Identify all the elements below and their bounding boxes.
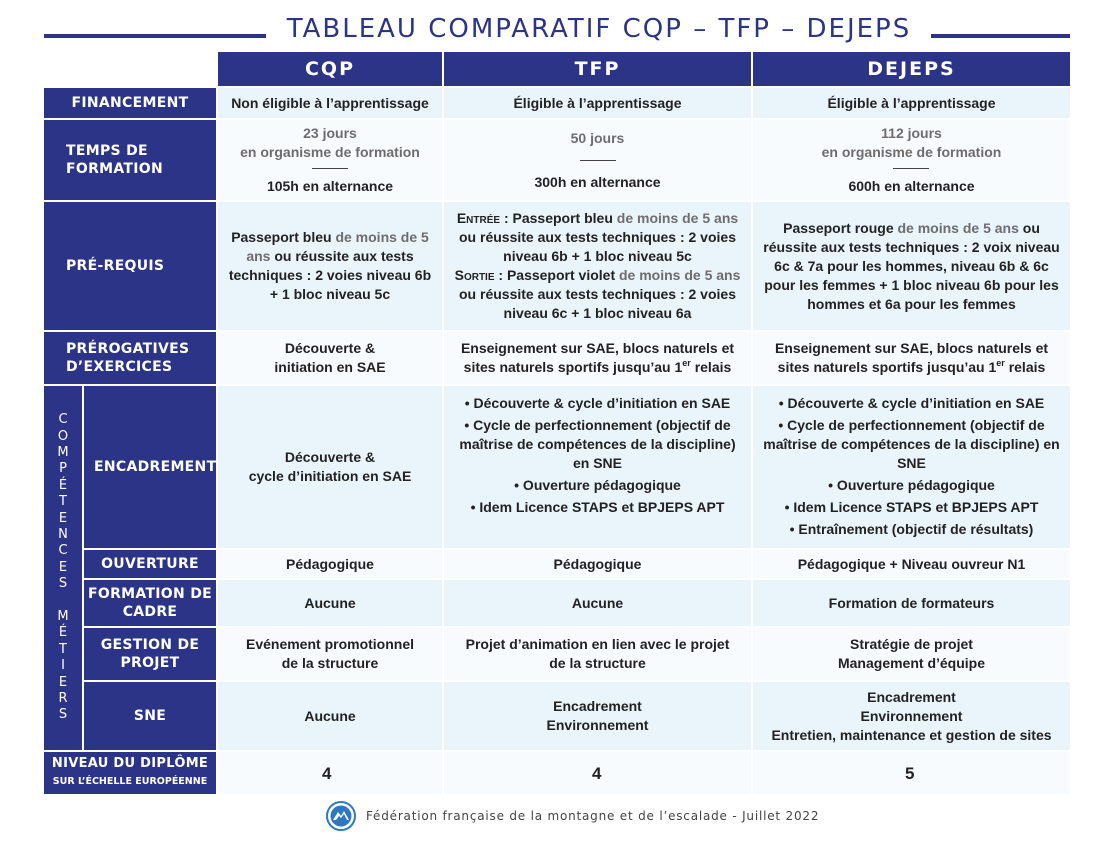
cell-formation-cadre-tfp: Aucune (444, 580, 751, 626)
row-header-prerequis: PRÉ-REQUIS (44, 202, 216, 330)
row-header-niveau: NIVEAU DU DIPLÔME SUR L’ÉCHELLE EUROPÉENNE (44, 752, 216, 794)
column-header-cqp: CQP (218, 52, 442, 86)
vertical-letter: O (57, 428, 69, 444)
vertical-letter: C (58, 543, 68, 559)
cell-niveau-cqp: 4 (218, 752, 442, 794)
cell-temps-cqp: 23 jours en organisme de formation 105h en alternance (218, 120, 442, 200)
vertical-letter: S (58, 576, 68, 592)
vertical-letter: P (59, 461, 67, 477)
vertical-letter: E (58, 674, 68, 690)
cell-gestion-projet-tfp: Projet d’animation en lien avec le projet de la structure (444, 628, 751, 680)
cell-financement-tfp: Éligible à l’apprentissage (444, 88, 751, 118)
competences-metiers-vertical-label (44, 386, 82, 750)
row-header-temps: TEMPS DE FORMATION (44, 120, 216, 200)
list-item: • Idem Licence STAPS et BPJEPS APT (470, 499, 725, 515)
vertical-letter: N (58, 527, 68, 543)
list-item: • Découverte & cycle d’initiation en SAE (464, 395, 731, 411)
cell-encadrement-tfp (444, 386, 751, 548)
cell-ouverture-tfp: Pédagogique (444, 550, 751, 578)
cell-sne-tfp: Encadrement Environnement (444, 682, 751, 750)
page-title: TABLEAU COMPARATIF CQP – TFP – DEJEPS (286, 14, 912, 44)
column-header-tfp: TFP (444, 52, 751, 86)
cell-gestion-projet-dejeps: Stratégie de projet Management d’équipe (753, 628, 1070, 680)
cell-sne-cqp: Aucune (218, 682, 442, 750)
cell-formation-cadre-dejeps: Formation de formateurs (753, 580, 1070, 626)
separator (580, 160, 616, 161)
vertical-letter: R (58, 690, 68, 706)
footer-text: Fédération française de la montagne et de l’escalade - Juillet 2022 (366, 809, 820, 823)
row-header-prerogatives: PRÉROGATIVES D’EXERCICES (44, 332, 216, 384)
cell-gestion-projet-cqp: Evénement promotionnel de la structure (218, 628, 442, 680)
title-bar (44, 14, 1070, 50)
separator (312, 168, 348, 169)
vertical-letter: C (58, 412, 68, 428)
cell-encadrement-dejeps (753, 386, 1070, 548)
row-header-sne: SNE (84, 682, 216, 750)
cell-prerequis-cqp: Passeport bleu de moins de 5 ans ou réussite aux tests techniques : 2 voies niveau 6b + 1 bloc niveau 5c (218, 202, 442, 330)
vertical-letter: É (58, 625, 68, 641)
row-header-formation-cadre: FORMATION DE CADRE (84, 580, 216, 626)
list-item: • Ouverture pédagogique (514, 477, 681, 493)
title-rule-right (931, 34, 1070, 38)
column-header-dejeps: DEJEPS (753, 52, 1070, 86)
vertical-letter: T (59, 641, 67, 657)
cell-sne-dejeps: Encadrement Environnement Entretien, maintenance et gestion de sites (753, 682, 1070, 750)
row-header-gestion-projet: GESTION DE PROJET (84, 628, 216, 680)
vertical-letter: T (59, 494, 67, 510)
cell-niveau-dejeps: 5 (753, 752, 1070, 794)
cell-encadrement-cqp: Découverte & cycle d’initiation en SAE (218, 386, 442, 548)
vertical-letter: E (58, 559, 68, 575)
vertical-letter: E (58, 510, 68, 526)
list-item: • Ouverture pédagogique (828, 477, 995, 493)
cell-ouverture-cqp: Pédagogique (218, 550, 442, 578)
vertical-letter: S (58, 707, 68, 723)
cell-financement-cqp: Non éligible à l’apprentissage (218, 88, 442, 118)
footer (326, 801, 819, 831)
list-item: • Cycle de perfectionnement (objectif de maîtrise de compétences de la discipline) en SNE (459, 417, 736, 471)
cell-prerequis-dejeps: Passeport rouge de moins de 5 ans ou réussite aux tests techniques : 2 voix niveau 6c & 7a pour les hommes, niveau 6b & 6c pour les femmes + 1 bloc niveau 6b pour les hommes et 6a pour les femmes (753, 202, 1070, 330)
list-item: • Cycle de perfectionnement (objectif de maîtrise de compétences de la discipline) en SNE (763, 417, 1060, 471)
cell-temps-tfp: 50 jours 300h en alternance (444, 120, 751, 200)
list-item: • Découverte & cycle d’initiation en SAE (778, 395, 1045, 411)
vertical-letter: M (57, 608, 69, 624)
cell-financement-dejeps: Éligible à l’apprentissage (753, 88, 1070, 118)
title-rule-left (44, 34, 266, 38)
cell-temps-dejeps: 112 jours en organisme de formation 600h en alternance (753, 120, 1070, 200)
vertical-letter: I (61, 658, 65, 674)
vertical-letter: M (57, 445, 69, 461)
cell-ouverture-dejeps: Pédagogique + Niveau ouvreur N1 (753, 550, 1070, 578)
vertical-letter: É (58, 477, 68, 493)
list-item: • Idem Licence STAPS et BPJEPS APT (784, 499, 1039, 515)
cell-niveau-tfp: 4 (444, 752, 751, 794)
row-header-financement: FINANCEMENT (44, 88, 216, 118)
separator (893, 168, 929, 169)
list-item: • Entraînement (objectif de résultats) (789, 521, 1034, 537)
row-header-ouverture: OUVERTURE (84, 550, 216, 578)
row-header-encadrement: ENCADREMENT (84, 386, 216, 548)
cell-formation-cadre-cqp: Aucune (218, 580, 442, 626)
cell-prerequis-tfp: Entrée : Passeport bleu de moins de 5 ans ou réussite aux tests techniques : 2 voies niveau 6b + 1 bloc niveau 5c Sortie : Passeport violet de moins de 5 ans ou réussite aux tests techniques : 2 voies niveau 6c + 1 bloc niveau 6a (444, 202, 751, 330)
cell-prerogatives-cqp: Découverte & initiation en SAE (218, 332, 442, 384)
cell-prerogatives-tfp: Enseignement sur SAE, blocs naturels et sites naturels sportifs jusqu’au 1er relais (444, 332, 751, 384)
ffme-logo-icon (326, 801, 356, 831)
cell-prerogatives-dejeps: Enseignement sur SAE, blocs naturels et sites naturels sportifs jusqu’au 1er relais (753, 332, 1070, 384)
